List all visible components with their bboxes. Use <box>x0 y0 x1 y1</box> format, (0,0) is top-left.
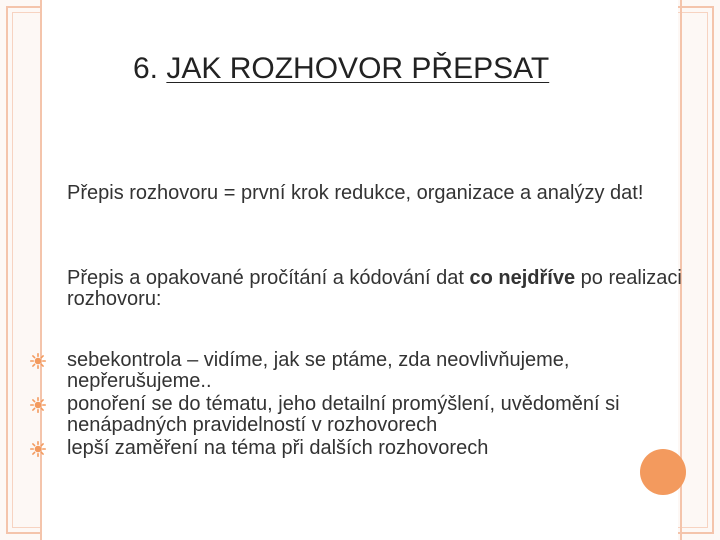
list-item-text: ponoření se do tématu, jeho detailní promýšlení, uvědomění si nenápadných pravidelností v rozhovorech <box>67 393 620 436</box>
benefits-list <box>30 350 680 461</box>
paragraph-text-before: Přepis a opakované pročítání a kódování dat <box>67 267 470 289</box>
slide-title <box>133 52 549 86</box>
paragraph-transcript-timing <box>67 268 687 310</box>
title-number: 6. <box>133 52 159 85</box>
list-item <box>30 438 680 459</box>
sun-icon <box>30 397 46 413</box>
paragraph-transcript-definition: Přepis rozhovoru = první krok redukce, organizace a analýzy dat! <box>67 182 644 204</box>
title-text: JAK ROZHOVOR PŘEPSAT <box>166 52 550 85</box>
list-item <box>30 394 680 436</box>
list-item-text: lepší zaměření na téma při dalších rozhovorech <box>67 437 489 459</box>
paragraph-text-after: po realizaci rozhovoru: <box>67 267 682 310</box>
sun-icon <box>30 353 46 369</box>
list-item <box>30 350 680 392</box>
list-item-text: sebekontrola – vidíme, jak se ptáme, zda neovlivňujeme, nepřerušujeme.. <box>67 349 570 392</box>
sun-icon <box>30 441 46 457</box>
decorative-circle <box>640 449 686 495</box>
paragraph-emphasis: co nejdříve <box>469 267 576 289</box>
